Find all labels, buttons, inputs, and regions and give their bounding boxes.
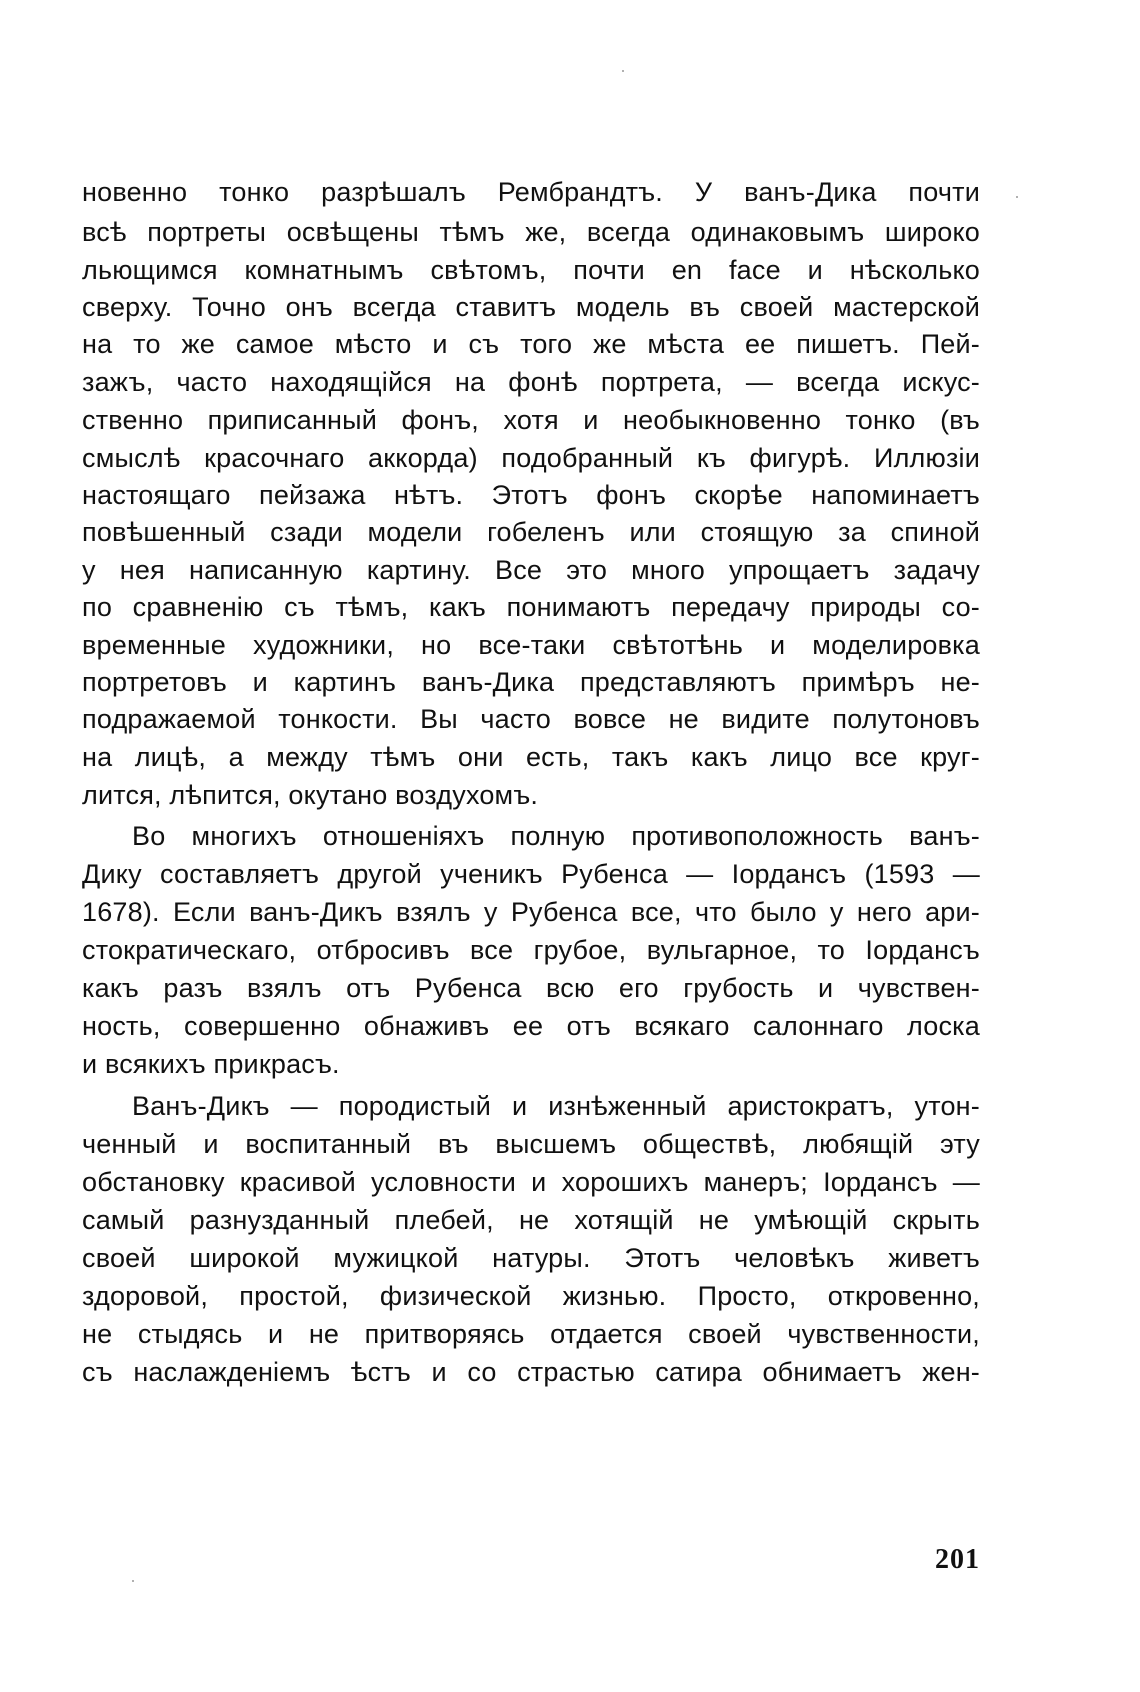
text-line: по сравненію съ тѣмъ, какъ понимаютъ передачу природы со- [82, 592, 980, 622]
text-line: самый разнузданный плебей, не хотящій не умѣющій скрыть [82, 1205, 980, 1235]
text-line: у нея написанную картину. Все это много упрощаетъ задачу [82, 555, 980, 585]
page-number: 201 [935, 1544, 980, 1575]
text-line: своей широкой мужицкой натуры. Этотъ человѣкъ живетъ [82, 1243, 980, 1273]
text-line: 1678). Если ванъ-Дикъ взялъ у Рубенса все, что было у него ари- [82, 897, 980, 927]
text-line: ность, совершенно обнаживъ ее отъ всякаго салоннаго лоска [82, 1011, 980, 1041]
text-line: зажъ, часто находящійся на фонѣ портрета, — всегда искус- [82, 367, 980, 397]
text-line: на лицѣ, а между тѣмъ они есть, такъ какъ лицо все круг- [82, 742, 980, 772]
text-line: Ванъ-Дикъ — породистый и изнѣженный аристократъ, утон- [132, 1091, 980, 1121]
paper-speck [622, 70, 624, 72]
paper-speck [1016, 196, 1018, 198]
text-line: повѣшенный сзади модели гобеленъ или стоящую за спиной [82, 517, 980, 547]
text-line: всѣ портреты освѣщены тѣмъ же, всегда одинаковымъ широко [82, 217, 980, 247]
text-line: не стыдясь и не притворяясь отдается своей чувственности, [82, 1319, 980, 1349]
text-line: обстановку красивой условности и хорошихъ манеръ; Іордансъ — [82, 1167, 980, 1197]
text-line: какъ разъ взялъ отъ Рубенса всю его грубость и чувствен- [82, 973, 980, 1003]
text-line: съ наслажденіемъ ѣстъ и со страстью сатира обнимаетъ жен- [82, 1357, 980, 1387]
text-line: ственно приписанный фонъ, хотя и необыкновенно тонко (въ [82, 405, 980, 435]
text-line: настоящаго пейзажа нѣтъ. Этотъ фонъ скорѣе напоминаетъ [82, 480, 980, 510]
text-line: льющимся комнатнымъ свѣтомъ, почти en face и нѣсколько [82, 255, 980, 285]
text-line: Во многихъ отношеніяхъ полную противоположность ванъ- [132, 821, 980, 851]
text-line: портретовъ и картинъ ванъ-Дика представляютъ примѣръ не- [82, 667, 980, 697]
text-line: временные художники, но все-таки свѣтотѣнь и моделировка [82, 630, 980, 660]
text-line: подражаемой тонкости. Вы часто вовсе не видите полутоновъ [82, 704, 980, 734]
text-line: смыслѣ красочнаго аккорда) подобранный къ фигурѣ. Иллюзіи [82, 443, 980, 473]
text-line: ченный и воспитанный въ высшемъ обществѣ, любящій эту [82, 1129, 980, 1159]
text-line: на то же самое мѣсто и съ того же мѣста ее пишетъ. Пей- [82, 329, 980, 359]
paper-speck [132, 1580, 134, 1582]
text-line: новенно тонко разрѣшалъ Рембрандтъ. У ванъ-Дика почти [82, 177, 980, 207]
text-line: здоровой, простой, физической жизнью. Просто, откровенно, [82, 1281, 980, 1311]
text-line: Дику составляетъ другой ученикъ Рубенса — Іордансъ (1593 — [82, 859, 980, 889]
text-line: сверху. Точно онъ всегда ставитъ модель въ своей мастерской [82, 292, 980, 322]
text-line: и всякихъ прикрасъ. [82, 1049, 340, 1079]
text-line: лится, лѣпится, окутано воздухомъ. [82, 780, 539, 810]
text-line: стократическаго, отбросивъ все грубое, вульгарное, то Іордансъ [82, 935, 980, 965]
